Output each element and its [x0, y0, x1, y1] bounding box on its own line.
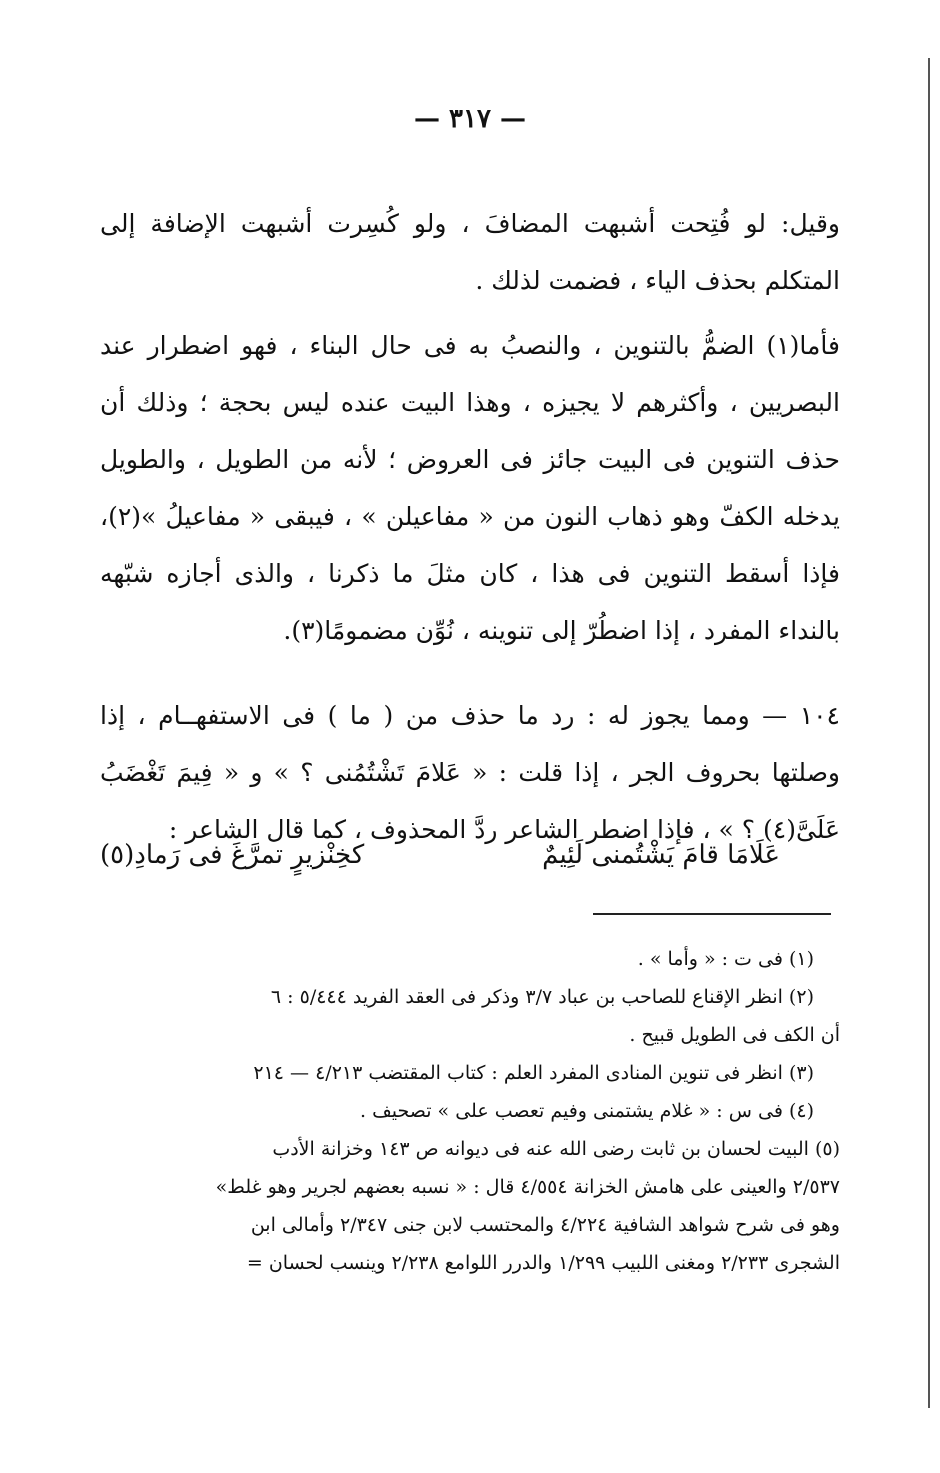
- footnote-4: (٤) فى س : « غلام يشتمنى وفيم تعصب على » تصحيف .: [359, 1100, 814, 1122]
- page-edge-rule: [928, 58, 930, 1408]
- paragraph-1: وقيل: لو فُتِحت أشبهت المضافَ ، ولو كُسِرت أشبهت الإضافة إلى المتكلم بحذف الياء ، فضمت لذلك .: [100, 209, 840, 295]
- footnote-3: (٣) انظر فى تنوين المنادى المفرد العلم : كتاب المقتضب ٤/٢١٣ — ٢١٤: [253, 1062, 814, 1084]
- paragraph-3: ١٠٤ — ومما يجوز له : رد ما حذف من ( ما ) فى الاستفهــام ، إذا وصلتها بحروف الجر ، إذا قلت : « عَلامَ تَشْتُمُنى ؟ » و « فِيمَ تَغْضَبُ عَلَىَّ(٤) ؟ » ، فإذا اضطر الشاعر ردَّ المحذوف ، كما قال الشاعر :: [100, 701, 840, 844]
- paragraph-2: فأما(١) الضمُّ بالتنوين ، والنصبُ به فى حال البناء ، فهو اضطرار عند البصريين ، وأكثرهم لا يجيزه ، وهذا البيت عنده ليس بحجة ؛ وذلك أن حذف التنوين فى البيت جائز فى العروض ؛ لأنه من الطويل ، والطويل يدخله الكفّ وهو ذهاب النون من « مفاعيلن » ، فيبقى « مفاعيلُ »(٢)، فإذا أسقط التنوين فى هذا ، كان مثلَ ما ذكرنا ، والذى أجازه شبّهه بالنداء المفرد ، إذا اضطُرّ إلى تنوينه ، نُوِّن مضمومًا(٣).: [100, 331, 840, 645]
- verse-second-hemistich: كخِنْزيرٍ تمرَّغَ فى رَمادِ(٥): [100, 840, 365, 870]
- footnote-2-continued: أن الكف فى الطويل قبيح .: [629, 1024, 840, 1046]
- footnote-1: (١) فى ت : « وأما » .: [637, 948, 814, 970]
- footnote-5-line-2: ٢/٥٣٧ والعينى على هامش الخزانة ٤/٥٥٤ قال : « نسبه بعضهم لجرير وهو غلط»: [215, 1176, 840, 1198]
- footnote-5-line-3: وهو فى شرح شواهد الشافية ٤/٢٢٤ والمحتسب لابن جنى ٢/٣٤٧ وأمالى ابن: [250, 1214, 840, 1236]
- footnote-2: (٢) انظر الإقناع للصاحب بن عباد ٣/٧ وذكر فى العقد الفريد ٥/٤٤٤ : ٦: [270, 986, 814, 1008]
- footnote-separator: [593, 913, 831, 915]
- verse-first-hemistich: عَلَامَا قامَ يَشْتُمنى لَئِيمٌ: [542, 840, 780, 870]
- page-number: — ٣١٧ —: [413, 104, 527, 134]
- footnote-5: (٥) البيت لحسان بن ثابت رضى الله عنه فى ديوانه ص ١٤٣ وخزانة الأدب: [272, 1138, 840, 1160]
- footnotes: [100, 940, 840, 1282]
- footnote-5-line-4: الشجرى ٢/٢٣٣ ومغنى اللبيب ١/٢٩٩ والدرر اللوامع ٢/٢٣٨ وينسب لحسان =: [246, 1252, 840, 1274]
